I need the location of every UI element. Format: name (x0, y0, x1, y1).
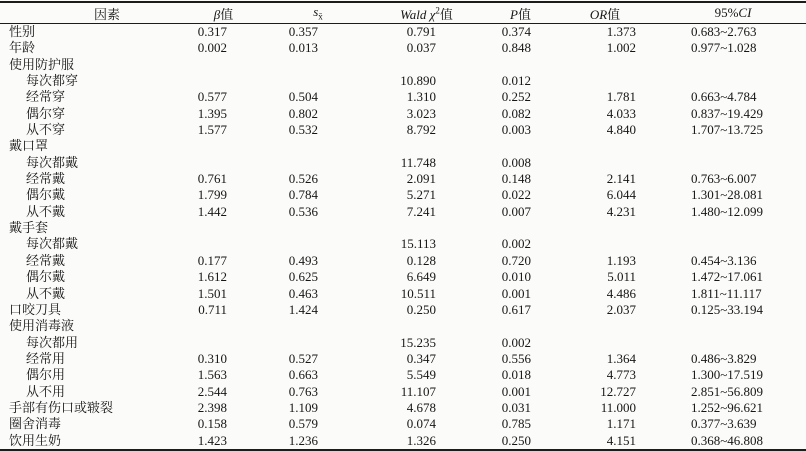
cell-s: 1.109 (288, 399, 318, 415)
cell-p: 0.001 (501, 383, 531, 399)
cell-or: 2.141 (606, 171, 636, 187)
cell-p: 0.031 (501, 399, 531, 415)
cell-or: 4.773 (606, 367, 636, 383)
cell-factor: 偶尔穿 (26, 105, 66, 121)
header-factor: 因素 (0, 2, 172, 24)
cell-factor: 经常戴 (26, 171, 66, 187)
cell-or: 1.364 (606, 350, 636, 366)
cell-s: 0.526 (288, 171, 318, 187)
cell-p (455, 57, 550, 73)
cell-ci: 0.454~3.136 (691, 252, 757, 268)
cell-beta (172, 73, 267, 89)
cell-s (267, 155, 360, 171)
cell-beta (172, 335, 267, 351)
cell-factor: 戴手套 (9, 220, 49, 236)
cell-p: 0.252 (501, 89, 531, 105)
header-p-value: P值 (455, 2, 550, 24)
cell-or: 6.044 (606, 187, 636, 203)
cell-s: 0.579 (288, 416, 318, 432)
cell-factor: 年龄 (9, 40, 36, 56)
cell-s: 1.236 (288, 432, 318, 448)
cell-wald: 0.250 (406, 301, 436, 317)
cell-factor: 每次都用 (26, 334, 79, 350)
cell-s: 0.784 (288, 187, 318, 203)
cell-factor: 经常用 (26, 350, 66, 366)
table-row (0, 138, 806, 154)
cell-ci: 1.301~28.081 (691, 187, 764, 203)
cell-or (550, 236, 660, 252)
cell-factor: 偶尔戴 (26, 187, 66, 203)
table-row (0, 302, 806, 318)
cell-beta: 1.395 (197, 105, 227, 121)
cell-p: 0.001 (501, 285, 531, 301)
cell-wald (360, 220, 455, 236)
table-row (0, 220, 806, 236)
cell-beta: 0.177 (197, 252, 227, 268)
cell-s: 0.663 (288, 367, 318, 383)
cell-p: 0.148 (501, 171, 531, 187)
cell-p (455, 138, 550, 154)
table-row (0, 384, 806, 400)
cell-beta (172, 57, 267, 73)
cell-beta: 1.563 (197, 367, 227, 383)
cell-factor: 性别 (9, 24, 36, 39)
table-row (0, 269, 806, 285)
cell-or: 5.011 (607, 269, 636, 285)
cell-beta (172, 155, 267, 171)
cell-p: 0.848 (501, 40, 531, 56)
table-row (0, 204, 806, 220)
cell-s (267, 138, 360, 154)
cell-wald: 5.271 (406, 187, 436, 203)
cell-s: 0.802 (288, 105, 318, 121)
cell-s (267, 57, 360, 73)
cell-s (267, 318, 360, 334)
cell-wald: 1.310 (406, 89, 436, 105)
cell-ci: 0.125~33.194 (691, 301, 764, 317)
cell-p: 0.556 (501, 350, 531, 366)
cell-wald: 0.791 (406, 24, 436, 39)
cell-factor: 每次都戴 (26, 154, 79, 170)
cell-or (550, 57, 660, 73)
cell-wald: 0.074 (406, 416, 436, 432)
table-row (0, 57, 806, 73)
table-row (0, 433, 806, 450)
table-row (0, 351, 806, 367)
cell-factor: 从不戴 (26, 203, 66, 219)
cell-wald: 0.347 (406, 350, 436, 366)
cell-or (550, 335, 660, 351)
table-row (0, 236, 806, 252)
cell-beta: 0.310 (197, 350, 227, 366)
cell-wald: 2.091 (406, 171, 436, 187)
cell-s: 0.532 (288, 122, 318, 138)
cell-ci (660, 335, 806, 351)
cell-factor: 从不穿 (26, 122, 66, 138)
cell-or (550, 138, 660, 154)
cell-wald: 10.511 (400, 285, 436, 301)
cell-or: 1.171 (606, 416, 636, 432)
cell-wald: 1.326 (406, 432, 436, 448)
cell-factor: 从不用 (26, 383, 66, 399)
cell-beta (172, 236, 267, 252)
logistic-regression-table (0, 1, 806, 451)
cell-s: 0.504 (288, 89, 318, 105)
cell-wald (360, 138, 455, 154)
cell-factor: 经常穿 (26, 89, 66, 105)
table-header (0, 2, 806, 24)
cell-ci: 1.252~96.621 (691, 399, 764, 415)
cell-beta (172, 318, 267, 334)
cell-p (455, 220, 550, 236)
cell-s (267, 73, 360, 89)
cell-wald (360, 318, 455, 334)
cell-ci (660, 73, 806, 89)
cell-p: 0.007 (501, 203, 531, 219)
cell-factor: 偶尔戴 (26, 269, 66, 285)
cell-ci: 1.300~17.519 (691, 367, 764, 383)
header-wald-chi-square: Wald $\chi^2$值 (360, 2, 455, 24)
table-row (0, 286, 806, 302)
cell-wald: 6.649 (406, 269, 436, 285)
cell-s: 0.357 (288, 24, 318, 39)
cell-wald (360, 57, 455, 73)
cell-beta: 0.002 (197, 40, 227, 56)
cell-s: 0.013 (288, 40, 318, 56)
cell-or: 4.231 (606, 203, 636, 219)
cell-factor: 饮用生奶 (9, 432, 62, 448)
cell-or (550, 155, 660, 171)
cell-ci (660, 318, 806, 334)
cell-factor: 使用防护服 (9, 56, 75, 72)
cell-beta: 1.501 (197, 285, 227, 301)
cell-or: 4.033 (606, 105, 636, 121)
cell-beta: 1.442 (197, 203, 227, 219)
header-95ci: 95%CI (660, 2, 806, 24)
cell-p: 0.617 (501, 301, 531, 317)
cell-beta: 0.711 (198, 301, 227, 317)
cell-p: 0.008 (501, 154, 531, 170)
cell-factor: 圈舍消毒 (9, 416, 62, 432)
cell-beta: 1.799 (197, 187, 227, 203)
cell-p: 0.002 (501, 236, 531, 252)
cell-ci: 1.472~17.061 (691, 269, 764, 285)
cell-ci (660, 155, 806, 171)
cell-ci: 2.851~56.809 (691, 383, 764, 399)
table-row (0, 155, 806, 171)
cell-or (550, 220, 660, 236)
cell-ci (660, 236, 806, 252)
cell-ci: 0.377~3.639 (691, 416, 757, 432)
cell-p: 0.082 (501, 105, 531, 121)
table-row (0, 24, 806, 41)
cell-or: 1.781 (606, 89, 636, 105)
cell-ci: 0.663~4.784 (691, 89, 757, 105)
cell-ci: 0.837~19.429 (691, 105, 764, 121)
cell-or: 4.840 (606, 122, 636, 138)
regression-table-wrapper (0, 1, 806, 451)
table-row (0, 416, 806, 432)
cell-or: 4.486 (606, 285, 636, 301)
cell-p: 0.003 (501, 122, 531, 138)
cell-s: 0.536 (288, 203, 318, 219)
cell-p: 0.010 (501, 269, 531, 285)
header-beta: β值 (172, 2, 267, 24)
cell-wald: 11.107 (400, 383, 436, 399)
cell-p: 0.720 (501, 252, 531, 268)
cell-factor: 手部有伤口或皲裂 (9, 399, 114, 415)
cell-ci: 1.707~13.725 (691, 122, 764, 138)
cell-ci: 0.763~6.007 (691, 171, 757, 187)
cell-factor: 从不戴 (26, 285, 66, 301)
cell-factor: 口咬刀具 (9, 301, 62, 317)
table-row (0, 171, 806, 187)
cell-wald: 0.037 (406, 40, 436, 56)
table-row (0, 40, 806, 56)
cell-wald: 8.792 (406, 122, 436, 138)
cell-beta: 0.158 (197, 416, 227, 432)
table-row (0, 73, 806, 89)
cell-wald: 3.023 (406, 105, 436, 121)
cell-beta (172, 220, 267, 236)
cell-wald: 15.235 (400, 334, 436, 350)
cell-beta: 2.544 (197, 383, 227, 399)
cell-wald: 11.748 (400, 154, 436, 170)
cell-wald: 5.549 (406, 367, 436, 383)
cell-s: 0.625 (288, 269, 318, 285)
cell-wald: 7.241 (406, 203, 436, 219)
table-body (0, 24, 806, 450)
cell-s (267, 335, 360, 351)
cell-s: 0.493 (288, 252, 318, 268)
cell-ci (660, 138, 806, 154)
cell-wald: 0.128 (406, 252, 436, 268)
cell-s (267, 220, 360, 236)
cell-factor: 每次都穿 (26, 73, 79, 89)
cell-or: 4.151 (606, 432, 636, 448)
cell-or: 1.373 (606, 24, 636, 39)
cell-wald: 10.890 (400, 73, 436, 89)
cell-ci: 1.811~11.117 (691, 285, 762, 301)
cell-beta: 1.423 (197, 432, 227, 448)
cell-p: 0.018 (501, 367, 531, 383)
table-row (0, 89, 806, 105)
cell-s: 0.463 (288, 285, 318, 301)
cell-ci: 0.683~2.763 (691, 24, 757, 39)
cell-ci: 0.486~3.829 (691, 350, 757, 366)
cell-factor: 每次都戴 (26, 236, 79, 252)
cell-factor: 使用消毒液 (9, 318, 75, 334)
table-row (0, 400, 806, 416)
cell-or: 12.727 (600, 383, 636, 399)
cell-p: 0.012 (501, 73, 531, 89)
cell-or: 1.002 (606, 40, 636, 56)
cell-s: 1.424 (288, 301, 318, 317)
cell-factor: 偶尔用 (26, 367, 66, 383)
cell-p: 0.785 (501, 416, 531, 432)
cell-p: 0.022 (501, 187, 531, 203)
table-row (0, 122, 806, 138)
cell-beta: 1.577 (197, 122, 227, 138)
header-row (0, 2, 806, 24)
cell-ci (660, 57, 806, 73)
header-standard-error: $s_{x̄}$ (267, 2, 360, 24)
cell-beta: 1.612 (197, 269, 227, 285)
cell-ci (660, 220, 806, 236)
cell-ci: 1.480~12.099 (691, 203, 764, 219)
cell-p: 0.250 (501, 432, 531, 448)
cell-s: 0.763 (288, 383, 318, 399)
cell-beta: 0.317 (197, 24, 227, 39)
cell-wald: 15.113 (400, 236, 436, 252)
table-row (0, 335, 806, 351)
table-row (0, 367, 806, 383)
cell-or: 2.037 (606, 301, 636, 317)
table-row (0, 106, 806, 122)
cell-or (550, 318, 660, 334)
cell-s: 0.527 (288, 350, 318, 366)
cell-ci: 0.368~46.808 (691, 432, 764, 448)
table-row (0, 187, 806, 203)
cell-beta (172, 138, 267, 154)
cell-p: 0.002 (501, 334, 531, 350)
cell-beta: 0.577 (197, 89, 227, 105)
cell-s (267, 236, 360, 252)
cell-factor: 戴口罩 (9, 138, 49, 154)
table-row (0, 318, 806, 334)
cell-factor: 经常戴 (26, 252, 66, 268)
cell-ci: 0.977~1.028 (691, 40, 757, 56)
cell-or (550, 73, 660, 89)
cell-beta: 2.398 (197, 399, 227, 415)
cell-beta: 0.761 (197, 171, 227, 187)
cell-wald: 4.678 (406, 399, 436, 415)
cell-p (455, 318, 550, 334)
cell-p: 0.374 (501, 24, 531, 39)
header-or-value: OR值 (550, 2, 660, 24)
table-row (0, 253, 806, 269)
cell-or: 11.000 (600, 399, 636, 415)
cell-or: 1.193 (606, 252, 636, 268)
